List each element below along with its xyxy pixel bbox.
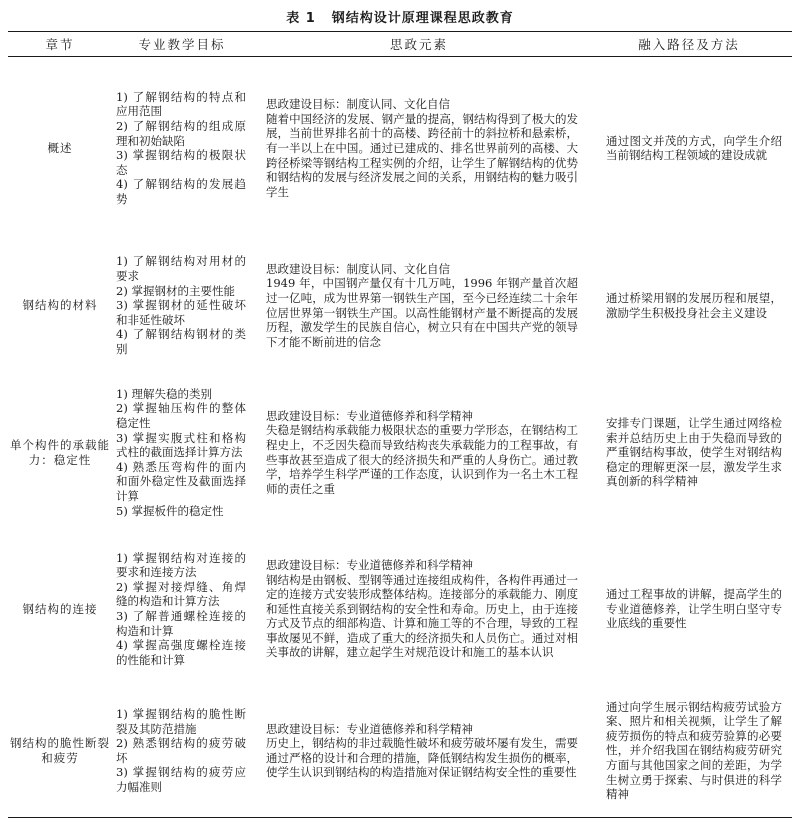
goal-item: 2) 熟悉钢结构的疲劳破坏 [116,736,246,765]
goal-item: 2) 掌握轴压构件的整体稳定性 [116,401,246,431]
ideology-text: 随着中国经济的发展、钢产量的提高，钢结构得到了极大的发展，当前世界排名前十的高楼、跨径前十的斜拉桥和悬索桥，有一半以上在中国。通过已建成的、排名世界前列的高楼、大跨径桥梁等钢结构工程实例的介绍，让学生了解钢结构的优势和钢结构的发展与经济发展之间的关系，用钢结构的魅力吸引学生 [266,111,578,199]
header-path: 融入路径及方法 [586,32,792,57]
table-row [8,57,792,240]
header-goals: 专业教学目标 [112,32,252,57]
table-row [8,240,792,372]
header-chapter: 章节 [8,32,112,57]
ideology-title: 思政建设目标：制度认同、文化自信 [266,97,450,112]
goal-item: 4) 掌握高强度螺栓连接的性能和计算 [116,638,246,667]
ideology-cell [252,240,586,372]
ideology-table [8,31,792,818]
goal-item: 1) 掌握钢结构对连接的要求和连接方法 [116,550,246,580]
goal-item: 2) 掌握钢材的主要性能 [116,283,235,298]
chapter-cell: 钢结构的脆性断裂和疲劳 [8,685,112,818]
table-title: 钢结构设计原理课程思政教育 [331,11,514,26]
goal-item: 2) 了解钢结构的组成原理和初始缺陷 [116,119,246,148]
table-caption [0,7,800,26]
chapter-cell: 单个构件的承载能力：稳定性 [10,437,110,467]
goal-item: 3) 掌握钢结构的疲劳应力幅准则 [116,765,246,794]
ideology-cell [252,534,586,685]
goal-item: 1) 理解失稳的类别 [116,386,212,401]
goals-cell [112,240,252,372]
path-cell: 安排专门课题，让学生通过网络检索并总结历史上由于失稳而导致的严重钢结构事故，使学生对钢结构稳定的理解更深一层，激发学生求真创新的科学精神 [606,416,782,489]
path-cell: 通过向学生展示钢结构疲劳试验方案、照片和相关视频，让学生了解疲劳损伤的特点和疲劳验算的必要性，并介绍我国在钢结构疲劳研究方面与其他国家之间的差距，为学生树立勇于探索、与时俱进的科学精神 [586,685,792,818]
ideology-text: 1949 年，中国钢产量仅有十几万吨，1996 年钢产量首次超过一亿吨，成为世界第一钢铁生产国，至今已经连续二十余年位居世界第一钢铁生产国。以高性能钢材产量不断提高的发展历程，激发学生的民族自信心，树立只有在中国共产党的领导下才能不断前进的信念 [266,276,578,349]
ideology-text: 失稳是钢结构承载能力极限状态的重要力学形态，在钢结构工程史上，不乏因失稳而导致结构丧失承载能力的工程事故，有些事故甚至造成了很大的经济损失和严重的人身伤亡。通过教学，培养学生科学严谨的工作态度，认识到作为一名土木工程师的责任之重 [266,423,578,496]
table-number: 表 1 [286,11,316,26]
goal-item: 4) 熟悉压弯构件的面内和面外稳定性及截面选择计算 [116,459,246,503]
goal-item: 3) 了解普通螺栓连接的构造和计算 [116,609,246,638]
chapter-cell: 概述 [47,140,73,155]
goal-item: 1) 了解钢结构对用材的要求 [116,254,246,284]
chapter-cell: 钢结构的连接 [22,601,98,616]
path-cell: 通过工程事故的讲解，提高学生的专业道德修养，让学生明白坚守专业底线的重要性 [606,587,782,631]
goal-item: 1) 掌握钢结构的脆性断裂及其防范措施 [116,706,246,736]
ideology-cell [252,57,586,240]
ideology-title: 思政建设目标：专业道德修养和科学精神 [266,557,473,572]
ideology-cell [252,685,586,818]
goal-item: 4) 了解钢结构钢材的类别 [116,327,246,356]
ideology-title: 思政建设目标：专业道德修养和科学精神 [266,721,473,736]
goals-cell [112,534,252,685]
goal-item: 5) 掌握板件的稳定性 [116,503,224,518]
goal-item: 2) 掌握对接焊缝、角焊缝的构造和计算方法 [116,579,246,609]
goals-cell [112,372,252,534]
ideology-title: 思政建设目标：制度认同、文化自信 [266,261,450,276]
goal-item: 1) 了解钢结构的特点和应用范围 [116,89,246,119]
goals-cell [112,685,252,818]
goal-item: 3) 掌握钢结构的极限状态 [116,148,246,177]
table-row [8,685,792,818]
goal-item: 3) 掌握实腹式柱和格构式柱的截面选择计算方法 [116,430,246,460]
goal-item: 3) 掌握钢材的延性破坏和非延性破坏 [116,298,246,327]
goals-cell [112,57,252,240]
table-row [8,534,792,685]
table-row [8,372,792,534]
path-cell: 通过桥梁用钢的发展历程和展望，激励学生积极投身社会主义建设 [606,290,782,320]
goal-item: 4) 了解钢结构的发展趋势 [116,177,246,207]
header-row [8,32,792,57]
path-cell: 通过图文并茂的方式，向学生介绍当前钢结构工程领域的建设成就 [606,133,782,163]
header-ideology: 思政元素 [252,32,586,57]
chapter-cell: 钢结构的材料 [22,298,98,313]
ideology-title: 思政建设目标：专业道德修养和科学精神 [266,408,473,423]
ideology-text: 钢结构是由钢板、型钢等通过连接组成构件，各构件再通过一定的连接方式安装形成整体结构。连接部分的承载能力、刚度和延性直接关系到钢结构的安全性和寿命。历史上，由于连接方式及节点的细部构造、计算和施工等的不合理，导致的工程事故屡见不鲜，造成了重大的经济损失和人员伤亡。通过对相关事故的讲解，建立起学生对规范设计和施工的基本认识 [266,572,578,660]
ideology-text: 历史上，钢结构的非过载脆性破坏和疲劳破坏屡有发生，需要通过严格的设计和合理的措施，降低钢结构发生损伤的概率，使学生认识到钢结构的构造措施对保证钢结构安全性的重要性 [266,736,578,780]
ideology-cell [252,372,586,534]
